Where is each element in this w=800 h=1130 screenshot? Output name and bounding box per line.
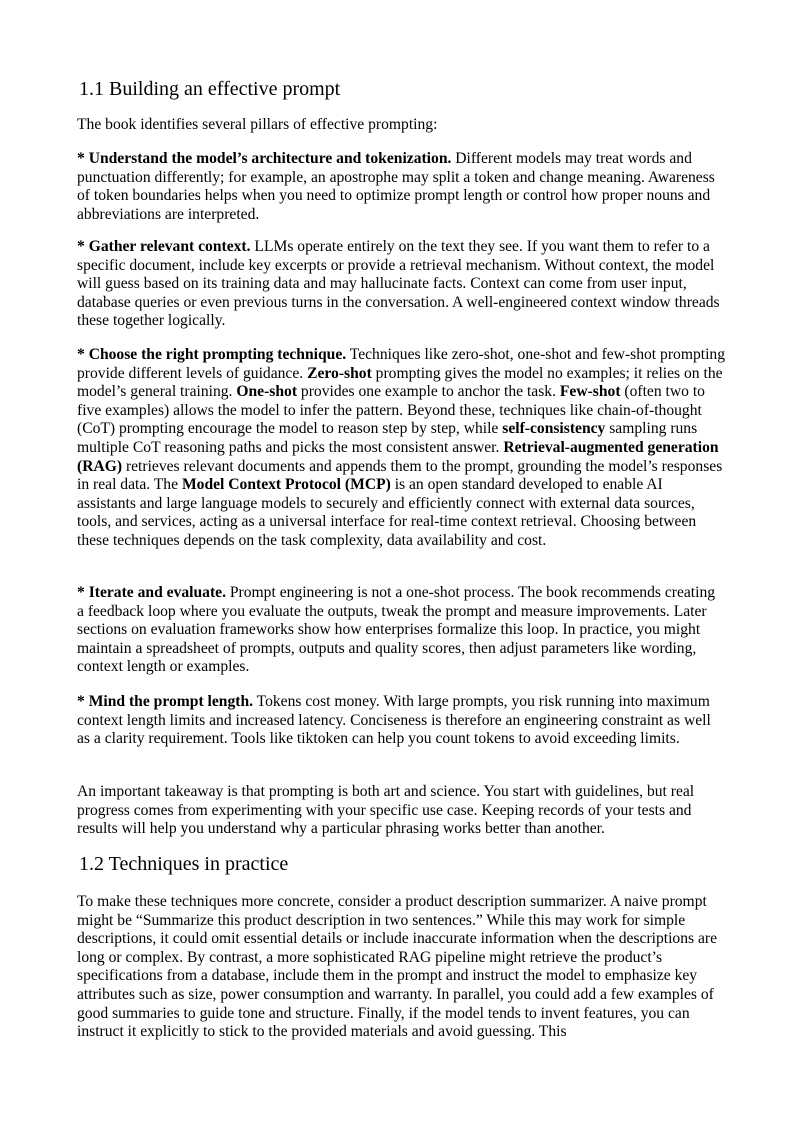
pillar-title: * Understand the model’s architecture and tokenization. [77, 150, 452, 167]
pillar-context [77, 238, 725, 331]
term-mcp: Model Context Protocol (MCP) [181, 476, 391, 494]
section-heading-1-1: 1.1 Building an effective prompt [79, 78, 341, 100]
pillar-tokenization [77, 150, 725, 224]
intro-paragraph: The book identifies several pillars of effective prompting: [77, 116, 438, 133]
term-self-consistency: self-consistency [502, 420, 606, 438]
pillar-title: * Iterate and evaluate. [77, 584, 226, 601]
takeaway-paragraph: An important takeaway is that prompting is both art and science. You start with guidelines, but real progress comes from experimenting with your specific use case. Keeping records of your tests and results will help you understand why a particular phrasing works better than another. [77, 783, 695, 838]
pillar-title: * Gather relevant context. [77, 238, 251, 255]
pillar-text: Prompt engineering is not a one-shot process. The book recommends creating a feedback loop where you evaluate the outputs, tweak the prompt and measure improvements. Later sections on evaluation frameworks show how enterprises formalize this loop. In practice, you might maintain a spreadsheet of prompts, outputs and quality scores, then adjust parameters like wording, context length or examples. [77, 584, 716, 676]
pillar-length [77, 693, 725, 749]
pillar-text: Different models may treat words and punctuation differently; for example, an apostrophe may split a token and change meaning. Awareness of token boundaries helps when you need to optimize prompt length or control how proper nouns and abbreviations are interpreted. [77, 150, 715, 223]
term-rag: Retrieval-augmented generation (RAG) [77, 438, 719, 475]
pillar-technique: * Choose the right prompting technique. Techniques like zero-shot, one-shot and few-shot prompting provide different levels of guidance. Zero-shot prompting gives the model no examples; it relies on the model’s general training. One-shot provides one example to anchor the task. Few-shot (often two to five examples) allows the model to infer the pattern. Beyond these, techniques like chain-of-thought (CoT) prompting encourage the model to reason step by step, while self-consistency sampling runs multiple CoT reasoning paths and picks the most consistent answer. Retrieval-augmented generation (RAG) retrieves relevant documents and appends them to the prompt, grounding the model’s responses in real data. The Model Context Protocol (MCP) is an open standard developed to enable AI assistants and large language models to securely and efficiently connect with external data sources, tools, and services, acting as a universal interface for real-time context retrieval. Choosing between these techniques depends on the task complexity, data availability and cost. [77, 346, 726, 549]
term-few-shot: Few-shot [559, 383, 621, 401]
term-zero-shot: Zero-shot [307, 364, 372, 382]
section-heading-1-2: 1.2 Techniques in practice [79, 853, 289, 875]
pillar-text: LLMs operate entirely on the text they see. If you want them to refer to a specific document, include key excerpts or provide a retrieval mechanism. Without context, the model will guess based on its training data and may hallucinate facts. Context can come from user input, database queries or even previous turns in the conversation. A well-engineered context window threads these together logically. [77, 238, 720, 330]
pillar-title: * Choose the right prompting technique. [77, 346, 347, 363]
term-one-shot: One-shot [236, 383, 298, 401]
pillar-title: * Mind the prompt length. [77, 693, 254, 710]
section-1-2-body: To make these techniques more concrete, consider a product description summarizer. A naive prompt might be “Summarize this product description in two sentences.” While this may work for simple descriptions, it could omit essential details or include inaccurate information when the descriptions are long or complex. By contrast, a more sophisticated RAG pipeline might retrieve the product’s specifications from a database, include them in the prompt and instruct the model to emphasize key attributes such as size, power consumption and warranty. In parallel, you could add a few examples of good summaries to guide tone and structure. Finally, if the model tends to invent features, you can instruct it explicitly to stick to the provided materials and avoid guessing. This [77, 893, 718, 1041]
pillar-iterate [77, 584, 725, 677]
pillar-text: Tokens cost money. With large prompts, you risk running into maximum context length limits and increased latency. Conciseness is therefore an engineering constraint as well as a clarity requirement. Tools like tiktoken can help you count tokens to avoid exceeding limits. [77, 693, 711, 748]
